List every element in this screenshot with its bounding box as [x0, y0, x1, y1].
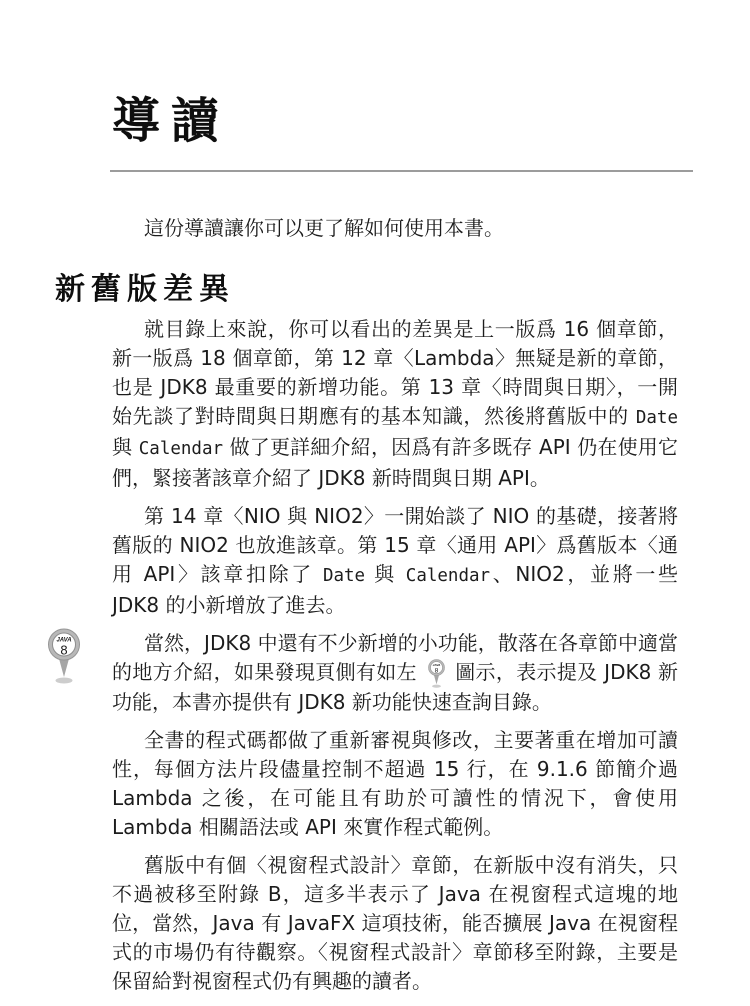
pin-label-8: 8 — [60, 642, 68, 657]
margin-java8-icon — [45, 626, 83, 684]
body-paragraph — [112, 851, 678, 996]
text-run: 當然，JDK8 中還有不少新增的小功能，散落在各章節中適當的地方介紹，如果發現頁側有如左 — [112, 630, 678, 684]
inline-code: Calendar — [138, 438, 224, 459]
text-run: 第 14 章〈NIO 與 NIO2〉一開始談了 NIO 的基礎，接著將舊版的 NIO2 也放進該章。第 15 章〈通用 API〉爲舊版本〈通用 API〉該章扣除了 — [112, 503, 678, 586]
body-paragraph — [112, 315, 678, 493]
inline-code: Calendar — [405, 565, 491, 586]
java8-pin-icon — [45, 626, 83, 684]
inline-java8-icon — [426, 658, 447, 688]
pin-label-java: JAVA — [56, 637, 72, 643]
text-run: 、NIO2，並將一些 JDK8 的小新增放了進去。 — [112, 561, 679, 617]
page-title: 導讀 — [112, 93, 231, 149]
pin-shadow — [432, 684, 441, 687]
pin-label-8: 8 — [434, 667, 438, 675]
pin-shadow — [56, 677, 73, 683]
text-run: 全書的程式碼都做了重新審視與修改，主要著重在增加可讀性，每個方法片段儘量控制不超過 15 行，在 9.1.6 節簡介過 Lambda 之後，在可能且有助於可讀性的情況下，會使用 Lambda 相關語法或 API 來實作程式範例。 — [112, 727, 678, 839]
text-run: 與 — [112, 434, 139, 459]
text-run: 與 — [365, 561, 406, 586]
inline-code: Date — [635, 407, 678, 428]
body-paragraph — [112, 726, 678, 842]
body-paragraph — [112, 502, 678, 620]
title-rule — [110, 170, 693, 172]
inline-code: Date — [322, 565, 366, 586]
text-run: 做了更詳細介紹，因爲有許多既存 API 仍在使用它們，緊接著該章介紹了 JDK8 新時間與日期 API。 — [112, 434, 678, 490]
text-run: 就目錄上來說，你可以看出的差異是上一版爲 16 個章節，新一版爲 18 個章節，第 12 章〈Lambda〉無疑是新的章節，也是 JDK8 最重要的新增功能。第 13 章〈時間與日期〉，一開始先談了對時間與日期應有的基本知識，然後將舊版中的 — [112, 316, 678, 428]
java8-pin-icon — [426, 658, 447, 688]
text-run: 舊版中有個〈視窗程式設計〉章節，在新版中沒有消失，只不過被移至附錄 B，這多半表示了 Java 在視窗程式這塊的地位，當然，Java 有 JavaFX 這項技術，能否擴展 Java 在視窗程式的市場仍有待觀察。〈視窗程式設計〉章節移至附錄，主要是保留給對視窗程式仍有興趣的讀者。 — [112, 852, 678, 993]
content-area — [55, 214, 679, 1005]
text-run: 圖示，表示提及 JDK8 新功能，本書亦提供有 JDK8 新功能快速查詢目錄。 — [112, 659, 678, 714]
section-heading: 新舊版差異 — [55, 272, 235, 307]
intro-paragraph: 這份導讀讓你可以更了解如何使用本書。 — [144, 216, 504, 240]
body-paragraph — [56, 629, 678, 717]
pin-label-java: JAVA — [432, 662, 440, 667]
